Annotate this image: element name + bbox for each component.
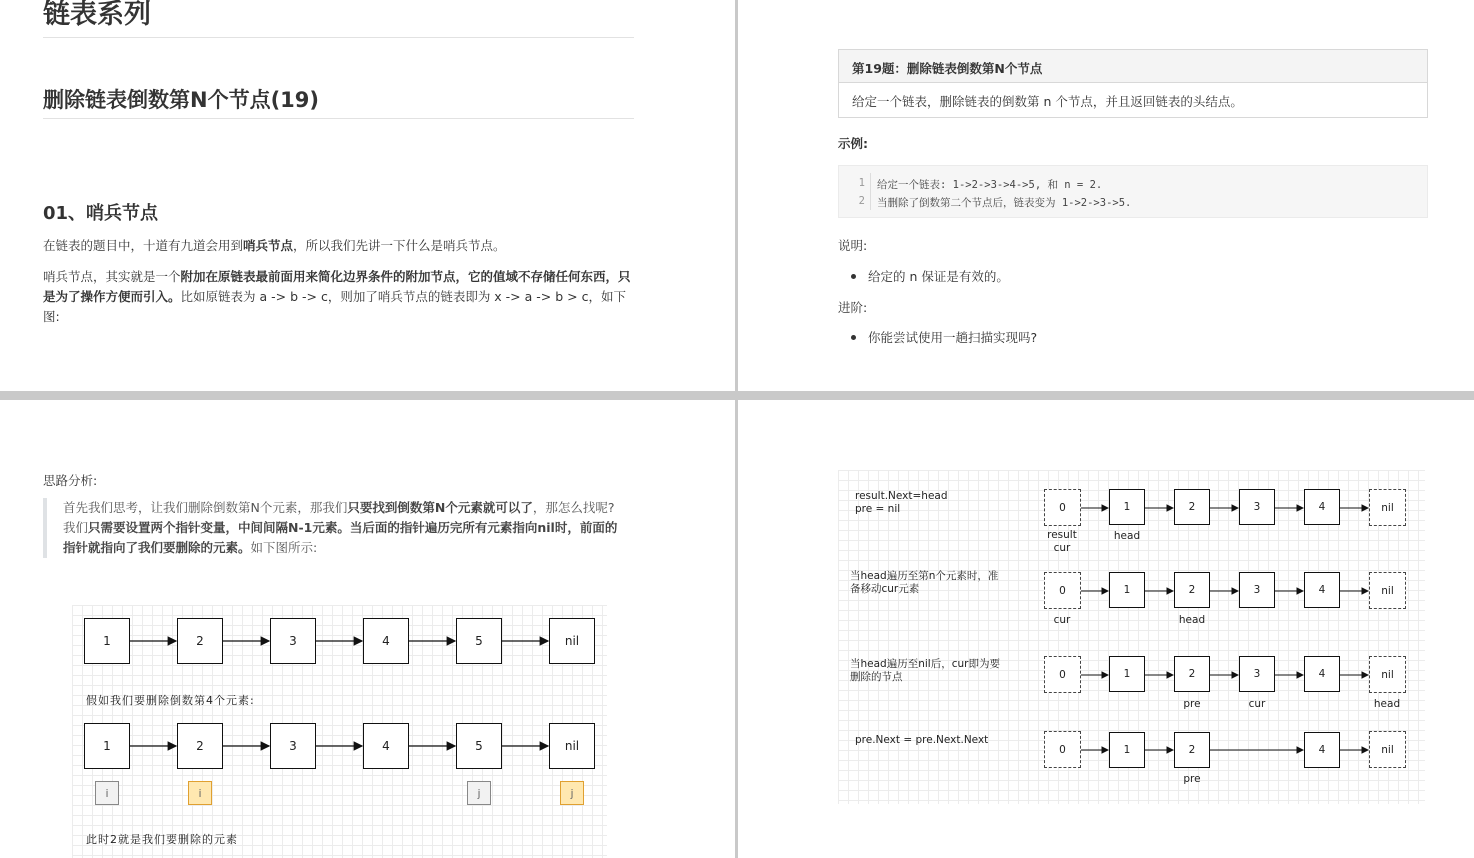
problem-table-header: 第19题：删除链表倒数第N个节点: [839, 50, 1427, 83]
text: 哨兵节点，其实就是一个: [43, 269, 181, 284]
label-head: head: [1178, 614, 1206, 626]
list-node: 3: [1239, 572, 1275, 608]
list-node: 3: [1239, 656, 1275, 692]
label-head: head: [1113, 530, 1141, 542]
nil-node: nil: [1369, 731, 1406, 768]
problem-divider: [43, 118, 634, 119]
list-node: 1: [84, 618, 130, 664]
list-node: 4: [1304, 656, 1340, 692]
sentinel-node: 0: [1044, 489, 1081, 526]
bullet-icon: [851, 335, 856, 340]
list-node: 5: [456, 723, 502, 769]
code-block: [838, 165, 1428, 218]
desc-line: 备移动cur元素: [850, 583, 920, 595]
bold-text: 只需要设置两个指针变量，中间间隔N-1元素。当后面的指针遍历完所有元素指向nil时，前面的指针就指向了我们要删除的元素。: [63, 520, 618, 555]
diagram-arrows: [72, 605, 607, 858]
analysis-quote: [43, 498, 623, 558]
label-head: head: [1373, 698, 1401, 710]
list-item-text: 你能尝试使用一趟扫描实现吗?: [868, 330, 1038, 345]
list-node: 4: [1304, 489, 1340, 525]
problem-table: [838, 49, 1428, 118]
list-node: 2: [177, 723, 223, 769]
text: 比如原链表为 a -> b -> c，则加了哨兵节点的链表即为 x -> a -> b > c，如下图:: [43, 289, 626, 324]
list-item-text: 给定的 n 保证是有效的。: [868, 269, 1009, 284]
title-divider: [43, 37, 634, 38]
bullet-icon: [851, 274, 856, 279]
code-line: 当删除了倒数第二个节点后，链表变为 1->2->3->5.: [877, 197, 1132, 209]
desc-line: pre = nil: [855, 503, 901, 515]
nil-node: nil: [1369, 656, 1406, 693]
article-panel-analysis: [0, 400, 735, 858]
problem-title: 删除链表倒数第N个节点(19): [43, 88, 319, 112]
list-node: 2: [1174, 656, 1210, 692]
list-node: 3: [270, 723, 316, 769]
list-node: 4: [363, 618, 409, 664]
text: 首先我们思考，让我们删除倒数第N个元素，那我们: [63, 500, 348, 515]
line-number: 2: [858, 195, 865, 207]
list-node: 2: [1174, 572, 1210, 608]
label-cur: cur: [1053, 542, 1071, 554]
text: 如下图所示:: [250, 540, 318, 555]
step-description: [850, 570, 998, 596]
step-description: [850, 658, 1000, 684]
code-gutter: [870, 173, 871, 210]
article-panel-intro: [0, 0, 735, 391]
list-node: 1: [1109, 489, 1145, 525]
label-result: result: [1047, 529, 1077, 541]
list-node: 1: [1109, 572, 1145, 608]
text: 在链表的题目中，十道有九道会用到: [43, 238, 244, 253]
nil-node: nil: [1369, 572, 1406, 609]
desc-line: result.Next=head: [855, 490, 948, 502]
bold-text: 哨兵节点: [243, 238, 294, 253]
label-cur: cur: [1053, 614, 1071, 626]
list-node: 4: [1304, 732, 1340, 768]
list-node: 2: [1174, 489, 1210, 525]
sentinel-node: 0: [1044, 731, 1081, 768]
list-node: 5: [456, 618, 502, 664]
list-node: 3: [1239, 489, 1275, 525]
two-pointer-diagram: [72, 605, 607, 858]
paragraph-sentinel-definition: [43, 267, 633, 327]
list-node: 1: [84, 723, 130, 769]
diagram-caption: 此时2就是我们要删除的元素: [86, 833, 238, 846]
list-node: 4: [363, 723, 409, 769]
text: ，那怎么找呢? 我们: [63, 500, 615, 535]
step-description: [855, 490, 948, 516]
text: ，所以我们先讲一下什么是哨兵节点。: [293, 238, 506, 253]
example-label: 示例:: [838, 136, 868, 151]
note-list-item: [852, 267, 1009, 285]
label-pre: pre: [1183, 773, 1201, 785]
pointer-j-initial: j: [467, 781, 491, 805]
pointer-i-final: i: [188, 781, 212, 805]
pointer-j-final: j: [560, 781, 584, 805]
problem-table-body: 给定一个链表，删除链表的倒数第 n 个节点，并且返回链表的头结点。: [852, 94, 1243, 109]
sentinel-node: 0: [1044, 572, 1081, 609]
list-node-nil: nil: [549, 618, 595, 664]
list-node: 3: [270, 618, 316, 664]
article-panel-problem: [738, 0, 1474, 391]
bold-text: 附加在原链表最前面用来简化边界条件的附加节点，它的值域不存储任何东西，只是为了操作方便而引入。: [43, 269, 631, 304]
list-node: 4: [1304, 572, 1340, 608]
desc-line: 当head遍历至第n个元素时，准: [850, 570, 999, 582]
diagram-caption: 假如我们要删除倒数第4个元素:: [86, 694, 255, 707]
paragraph-sentinel-intro: [43, 236, 633, 256]
label-pre: pre: [1183, 698, 1201, 710]
desc-line: 删除的节点: [850, 671, 903, 683]
advance-label: 进阶:: [838, 300, 868, 315]
label-cur: cur: [1248, 698, 1266, 710]
section-title: 01、哨兵节点: [43, 203, 159, 224]
advance-list-item: [852, 328, 1037, 346]
article-panel-steps: [738, 400, 1474, 858]
list-node: 2: [1174, 732, 1210, 768]
bold-text: 只要找到倒数第N个元素就可以了: [347, 500, 533, 515]
list-node: 1: [1109, 656, 1145, 692]
code-line: 给定一个链表: 1->2->3->4->5, 和 n = 2.: [877, 179, 1103, 191]
pointer-i-initial: i: [95, 781, 119, 805]
analysis-label: 思路分析:: [43, 473, 98, 488]
desc-line: 当head遍历至nil后，cur即为要: [850, 658, 1000, 670]
line-number: 1: [858, 177, 865, 189]
page-title: 链表系列: [43, 0, 151, 30]
step-description: [855, 734, 988, 747]
sentinel-node: 0: [1044, 656, 1081, 693]
steps-diagram: [838, 470, 1425, 804]
list-node: 2: [177, 618, 223, 664]
list-node-nil: nil: [549, 723, 595, 769]
list-node: 1: [1109, 732, 1145, 768]
note-label: 说明:: [838, 238, 868, 253]
nil-node: nil: [1369, 489, 1406, 526]
desc-line: pre.Next = pre.Next.Next: [855, 734, 989, 746]
